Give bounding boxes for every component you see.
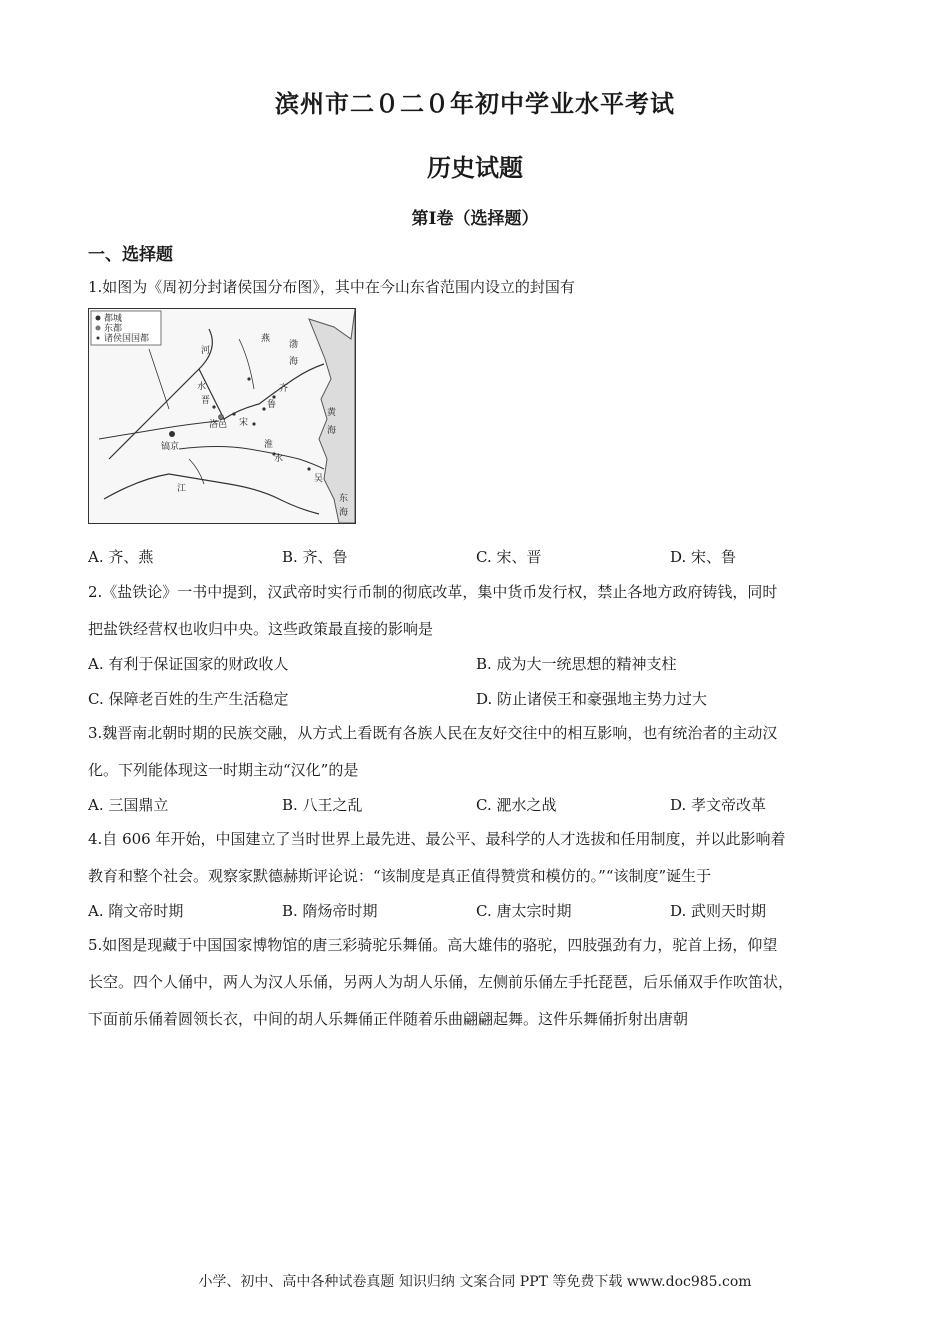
q4-option-a[interactable]: A. 隋文帝时期 bbox=[88, 902, 184, 920]
question-2-line-1: 2.《盐铁论》一书中提到，汉武帝时实行币制的彻底改革，集中货币发行权，禁止各地方政府铸钱，同时 bbox=[88, 583, 778, 601]
question-1-text: 1.如图为《周初分封诸侯国分布图》，其中在今山东省范围内设立的封国有 bbox=[88, 278, 575, 296]
q4-option-c[interactable]: C. 唐太宗时期 bbox=[476, 902, 572, 920]
map-label-haojing: 镐京 bbox=[161, 442, 180, 452]
question-4-line-1: 4.自 606 年开始，中国建立了当时世界上最先进、最公平、最科学的人才选拔和任用制度，并以此影响着 bbox=[88, 830, 786, 848]
q3-option-a[interactable]: A. 三国鼎立 bbox=[88, 796, 169, 814]
q2-option-a[interactable]: A. 有利于保证国家的财政收人 bbox=[88, 655, 289, 673]
map-label-bo: 渤 bbox=[289, 340, 299, 350]
map-label-hai-2: 海 bbox=[327, 426, 337, 436]
volume-title: 第Ⅰ卷（选择题） bbox=[411, 209, 539, 229]
q3-option-b[interactable]: B. 八王之乱 bbox=[282, 796, 363, 814]
question-3-line-1: 3.魏晋南北朝时期的民族交融，从方式上看既有各族人民在友好交往中的相互影响，也有统治者的主动汉 bbox=[88, 724, 778, 742]
exam-subtitle: 历史试题 bbox=[427, 153, 523, 182]
map-label-he: 河 bbox=[201, 346, 211, 356]
question-5-line-2: 长空。四个人俑中，两人为汉人乐俑，另两人为胡人乐俑，左侧前乐俑左手托琵琶，后乐俑双手作吹笛状， bbox=[88, 973, 794, 991]
zhou-feudal-map bbox=[88, 308, 356, 524]
map-label-lu: 鲁 bbox=[267, 400, 277, 410]
q1-option-d[interactable]: D. 宋、鲁 bbox=[670, 548, 737, 566]
question-2-line-2: 把盐铁经营权也收归中央。这些政策最直接的影响是 bbox=[88, 620, 434, 638]
q4-option-b[interactable]: B. 隋炀帝时期 bbox=[282, 902, 378, 920]
section-title: 一、选择题 bbox=[88, 245, 173, 265]
exam-title: 滨州市二０二０年初中学业水平考试 bbox=[275, 89, 675, 118]
q1-option-c[interactable]: C. 宋、晋 bbox=[476, 548, 542, 566]
question-5-line-3: 下面前乐俑着圆领长衣，中间的胡人乐舞俑正伴随着乐曲翩翩起舞。这件乐舞俑折射出唐朝 bbox=[88, 1010, 689, 1028]
footer-text: 小学、初中、高中各种试卷真题 知识归纳 文案合同 PPT 等免费下载 www.doc985.com bbox=[198, 1274, 752, 1290]
question-5-line-1: 5.如图是现藏于中国国家博物馆的唐三彩骑驼乐舞俑。高大雄伟的骆驼，四肢强劲有力，驼首上扬，仰望 bbox=[88, 936, 778, 954]
q1-option-a[interactable]: A. 齐、燕 bbox=[88, 548, 154, 566]
map-label-yan: 燕 bbox=[261, 334, 271, 344]
map-label-wu: 吴 bbox=[314, 474, 324, 484]
map-label-luoyi: 洛邑 bbox=[209, 420, 228, 430]
q2-option-d[interactable]: D. 防止诸侯王和豪强地主势力过大 bbox=[476, 690, 708, 708]
map-label-dong: 东 bbox=[339, 494, 349, 504]
map-label-jin: 晋 bbox=[201, 396, 211, 406]
map-label-huang: 黄 bbox=[327, 408, 337, 418]
map-label-song: 宋 bbox=[239, 418, 249, 428]
question-3-line-2: 化。下列能体现这一时期主动“汉化”的是 bbox=[88, 761, 359, 779]
map-label-shui-1: 水 bbox=[274, 454, 284, 464]
map-label-hai-1: 海 bbox=[289, 357, 299, 367]
q3-option-d[interactable]: D. 孝文帝改革 bbox=[670, 796, 767, 814]
map-label-shui-2: 水 bbox=[197, 382, 207, 392]
q2-option-c[interactable]: C. 保障老百姓的生产生活稳定 bbox=[88, 690, 289, 708]
legend-vassal-capital: 诸侯国国都 bbox=[104, 334, 150, 344]
q1-option-b[interactable]: B. 齐、鲁 bbox=[282, 548, 348, 566]
legend-capital: 都城 bbox=[104, 314, 123, 324]
question-4-line-2: 教育和整个社会。观察家默德赫斯评论说：“该制度是真正值得赞赏和模仿的。”“该制度”诞生于 bbox=[88, 867, 712, 885]
q4-option-d[interactable]: D. 武则天时期 bbox=[670, 902, 767, 920]
map-label-hai-3: 海 bbox=[339, 508, 349, 518]
map-label-qi: 齐 bbox=[279, 384, 289, 394]
legend-eastern-capital: 东都 bbox=[104, 324, 123, 334]
q2-option-b[interactable]: B. 成为大一统思想的精神支柱 bbox=[476, 655, 677, 673]
map-label-jiang: 江 bbox=[177, 484, 187, 494]
q3-option-c[interactable]: C. 淝水之战 bbox=[476, 796, 557, 814]
map-label-huai: 淮 bbox=[264, 440, 274, 450]
